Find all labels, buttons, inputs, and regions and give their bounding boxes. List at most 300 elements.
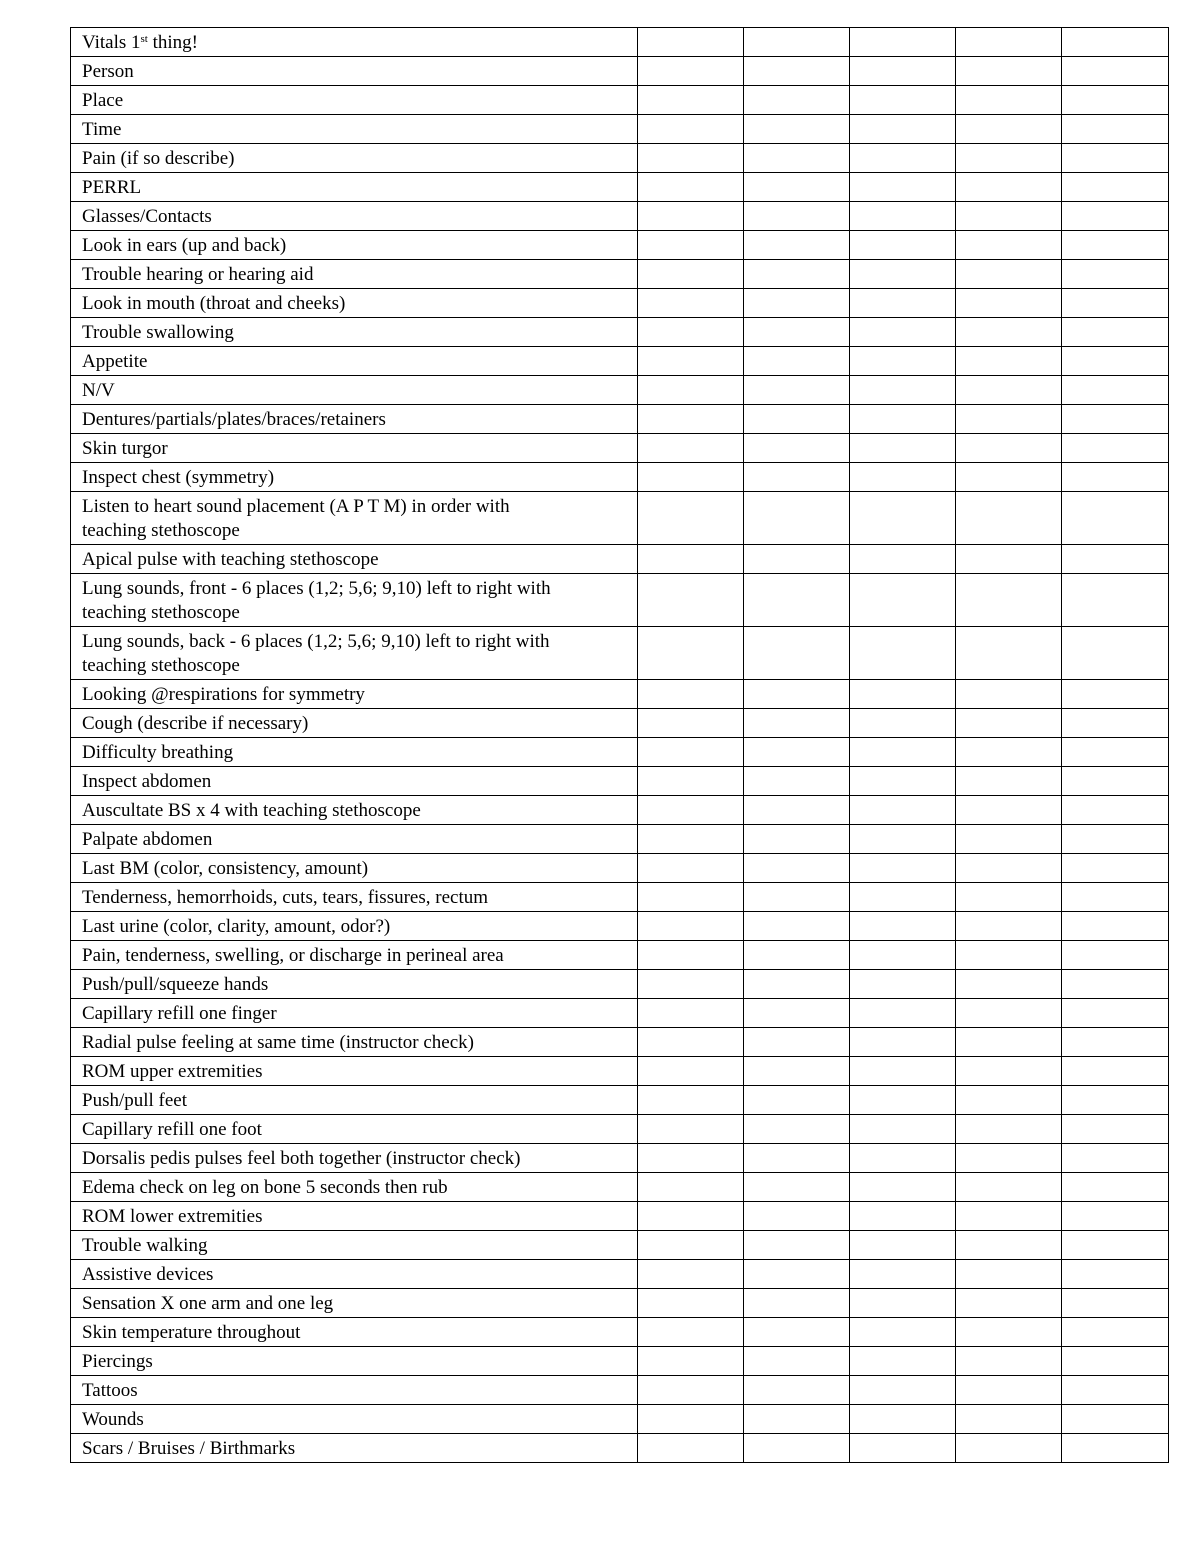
table-row: [71, 1202, 1169, 1231]
check-cell[interactable]: [1062, 545, 1169, 574]
row-label: Person: [71, 57, 638, 86]
check-cell[interactable]: [1062, 202, 1169, 231]
check-cell[interactable]: [1062, 574, 1169, 627]
check-cell[interactable]: [850, 347, 956, 376]
check-cell[interactable]: [1062, 1434, 1169, 1463]
check-cell[interactable]: [956, 1318, 1062, 1347]
check-cell[interactable]: [850, 825, 956, 854]
row-label: Trouble swallowing: [71, 318, 638, 347]
check-cell[interactable]: [1062, 1260, 1169, 1289]
check-cell[interactable]: [850, 289, 956, 318]
table-row: [71, 260, 1169, 289]
check-cell[interactable]: [744, 1202, 850, 1231]
check-cell[interactable]: [744, 28, 850, 57]
check-cell[interactable]: [850, 1115, 956, 1144]
check-cell[interactable]: [744, 883, 850, 912]
check-cell[interactable]: [1062, 1289, 1169, 1318]
check-cell[interactable]: [956, 738, 1062, 767]
check-cell[interactable]: [638, 202, 744, 231]
check-cell[interactable]: [638, 1405, 744, 1434]
check-cell[interactable]: [1062, 144, 1169, 173]
check-cell[interactable]: [638, 941, 744, 970]
check-cell[interactable]: [744, 231, 850, 260]
check-cell[interactable]: [1062, 1028, 1169, 1057]
check-cell[interactable]: [638, 57, 744, 86]
check-cell[interactable]: [850, 1347, 956, 1376]
check-cell[interactable]: [638, 545, 744, 574]
check-cell[interactable]: [850, 627, 956, 680]
table-row: [71, 1260, 1169, 1289]
check-cell[interactable]: [850, 999, 956, 1028]
check-cell[interactable]: [850, 883, 956, 912]
check-cell[interactable]: [744, 574, 850, 627]
row-label-line: teaching stethoscope: [82, 655, 240, 676]
vitals-ordinal-suffix: st: [140, 33, 148, 45]
check-cell[interactable]: [1062, 1086, 1169, 1115]
check-cell[interactable]: [956, 1405, 1062, 1434]
check-cell[interactable]: [744, 1144, 850, 1173]
check-cell[interactable]: [1062, 767, 1169, 796]
check-cell[interactable]: [850, 1318, 956, 1347]
check-cell[interactable]: [744, 347, 850, 376]
check-cell[interactable]: [1062, 347, 1169, 376]
row-label: Tenderness, hemorrhoids, cuts, tears, fissures, rectum: [71, 883, 638, 912]
check-cell[interactable]: [956, 260, 1062, 289]
table-row: [71, 57, 1169, 86]
row-label: Difficulty breathing: [71, 738, 638, 767]
check-cell[interactable]: [744, 970, 850, 999]
row-label: Time: [71, 115, 638, 144]
check-cell[interactable]: [744, 376, 850, 405]
check-cell[interactable]: [638, 854, 744, 883]
check-cell[interactable]: [956, 28, 1062, 57]
table-row: [71, 405, 1169, 434]
check-cell[interactable]: [1062, 680, 1169, 709]
check-cell[interactable]: [638, 796, 744, 825]
check-cell[interactable]: [850, 28, 956, 57]
check-cell[interactable]: [638, 912, 744, 941]
check-cell[interactable]: [638, 1434, 744, 1463]
check-cell[interactable]: [744, 289, 850, 318]
check-cell[interactable]: [850, 1028, 956, 1057]
table-row: [71, 1231, 1169, 1260]
row-label: Trouble hearing or hearing aid: [71, 260, 638, 289]
check-cell[interactable]: [956, 347, 1062, 376]
check-cell[interactable]: [638, 492, 744, 545]
table-row: [71, 115, 1169, 144]
check-cell[interactable]: [850, 545, 956, 574]
row-label: Push/pull feet: [71, 1086, 638, 1115]
check-cell[interactable]: [850, 144, 956, 173]
check-cell[interactable]: [850, 680, 956, 709]
check-cell[interactable]: [956, 1347, 1062, 1376]
check-cell[interactable]: [638, 173, 744, 202]
check-cell[interactable]: [850, 854, 956, 883]
check-cell[interactable]: [850, 1289, 956, 1318]
table-row: [71, 912, 1169, 941]
check-cell[interactable]: [850, 1405, 956, 1434]
check-cell[interactable]: [638, 999, 744, 1028]
check-cell[interactable]: [1062, 854, 1169, 883]
check-cell[interactable]: [1062, 883, 1169, 912]
check-cell[interactable]: [744, 709, 850, 738]
check-cell[interactable]: [638, 627, 744, 680]
check-cell[interactable]: [850, 57, 956, 86]
check-cell[interactable]: [850, 405, 956, 434]
check-cell[interactable]: [1062, 1144, 1169, 1173]
check-cell[interactable]: [956, 57, 1062, 86]
check-cell[interactable]: [1062, 492, 1169, 545]
check-cell[interactable]: [850, 318, 956, 347]
check-cell[interactable]: [956, 173, 1062, 202]
check-cell[interactable]: [744, 1405, 850, 1434]
check-cell[interactable]: [744, 1434, 850, 1463]
check-cell[interactable]: [850, 1144, 956, 1173]
check-cell[interactable]: [850, 1173, 956, 1202]
check-cell[interactable]: [956, 434, 1062, 463]
table-row: [71, 376, 1169, 405]
row-label: Dorsalis pedis pulses feel both together (instructor check): [71, 1144, 638, 1173]
check-cell[interactable]: [956, 854, 1062, 883]
table-row: [71, 1057, 1169, 1086]
check-cell[interactable]: [850, 574, 956, 627]
table-row: [71, 574, 1169, 627]
table-row: [71, 854, 1169, 883]
check-cell[interactable]: [956, 709, 1062, 738]
check-cell[interactable]: [956, 825, 1062, 854]
check-cell[interactable]: [1062, 1376, 1169, 1405]
check-cell[interactable]: [850, 1057, 956, 1086]
row-label: ROM lower extremities: [71, 1202, 638, 1231]
check-cell[interactable]: [956, 1434, 1062, 1463]
check-cell[interactable]: [850, 1260, 956, 1289]
check-cell[interactable]: [1062, 318, 1169, 347]
check-cell[interactable]: [744, 854, 850, 883]
check-cell[interactable]: [956, 1260, 1062, 1289]
row-label: Inspect chest (symmetry): [71, 463, 638, 492]
check-cell[interactable]: [850, 492, 956, 545]
check-cell[interactable]: [1062, 1115, 1169, 1144]
check-cell[interactable]: [638, 680, 744, 709]
check-cell[interactable]: [850, 796, 956, 825]
check-cell[interactable]: [744, 545, 850, 574]
check-cell[interactable]: [638, 463, 744, 492]
table-row: [71, 144, 1169, 173]
check-cell[interactable]: [1062, 405, 1169, 434]
check-cell[interactable]: [956, 463, 1062, 492]
check-cell[interactable]: [638, 1318, 744, 1347]
table-row: [71, 680, 1169, 709]
row-label: [71, 492, 638, 545]
table-row: [71, 202, 1169, 231]
check-cell[interactable]: [744, 767, 850, 796]
check-cell[interactable]: [850, 202, 956, 231]
check-cell[interactable]: [638, 1289, 744, 1318]
check-cell[interactable]: [850, 463, 956, 492]
check-cell[interactable]: [638, 1231, 744, 1260]
check-cell[interactable]: [638, 1202, 744, 1231]
check-cell[interactable]: [1062, 463, 1169, 492]
check-cell[interactable]: [956, 970, 1062, 999]
check-cell[interactable]: [638, 825, 744, 854]
check-cell[interactable]: [850, 434, 956, 463]
table-row: [71, 1115, 1169, 1144]
check-cell[interactable]: [638, 28, 744, 57]
row-label: Place: [71, 86, 638, 115]
row-label: [71, 627, 638, 680]
check-cell[interactable]: [956, 912, 1062, 941]
check-cell[interactable]: [956, 941, 1062, 970]
check-cell[interactable]: [1062, 1347, 1169, 1376]
check-cell[interactable]: [744, 1028, 850, 1057]
check-cell[interactable]: [956, 883, 1062, 912]
check-cell[interactable]: [744, 260, 850, 289]
table-row: [71, 709, 1169, 738]
check-cell[interactable]: [744, 318, 850, 347]
check-cell[interactable]: [1062, 738, 1169, 767]
check-cell[interactable]: [638, 970, 744, 999]
table-row: [71, 1405, 1169, 1434]
check-cell[interactable]: [744, 1289, 850, 1318]
table-row: [71, 825, 1169, 854]
check-cell[interactable]: [744, 941, 850, 970]
check-cell[interactable]: [850, 1434, 956, 1463]
table-row: [71, 796, 1169, 825]
check-cell[interactable]: [850, 1202, 956, 1231]
check-cell[interactable]: [744, 627, 850, 680]
assessment-checklist-table: [70, 27, 1169, 1463]
check-cell[interactable]: [744, 1260, 850, 1289]
check-cell[interactable]: [1062, 1318, 1169, 1347]
check-cell[interactable]: [956, 86, 1062, 115]
row-label: Scars / Bruises / Birthmarks: [71, 1434, 638, 1463]
row-label: Dentures/partials/plates/braces/retainers: [71, 405, 638, 434]
check-cell[interactable]: [744, 1376, 850, 1405]
row-label: Appetite: [71, 347, 638, 376]
check-cell[interactable]: [956, 1173, 1062, 1202]
row-label: Apical pulse with teaching stethoscope: [71, 545, 638, 574]
check-cell[interactable]: [1062, 28, 1169, 57]
check-cell[interactable]: [744, 738, 850, 767]
check-cell[interactable]: [638, 1347, 744, 1376]
check-cell[interactable]: [1062, 173, 1169, 202]
row-label: Pain, tenderness, swelling, or discharge in perineal area: [71, 941, 638, 970]
check-cell[interactable]: [744, 999, 850, 1028]
check-cell[interactable]: [850, 173, 956, 202]
check-cell[interactable]: [956, 1202, 1062, 1231]
table-row: [71, 1144, 1169, 1173]
check-cell[interactable]: [956, 1115, 1062, 1144]
check-cell[interactable]: [956, 574, 1062, 627]
check-cell[interactable]: [956, 202, 1062, 231]
check-cell[interactable]: [638, 1057, 744, 1086]
check-cell[interactable]: [744, 115, 850, 144]
row-label-line: Lung sounds, front - 6 places (1,2; 5,6; 9,10) left to right with: [82, 578, 551, 599]
check-cell[interactable]: [638, 1115, 744, 1144]
check-cell[interactable]: [744, 202, 850, 231]
row-label: Cough (describe if necessary): [71, 709, 638, 738]
check-cell[interactable]: [744, 912, 850, 941]
table-row: [71, 738, 1169, 767]
check-cell[interactable]: [744, 680, 850, 709]
check-cell[interactable]: [850, 376, 956, 405]
check-cell[interactable]: [956, 999, 1062, 1028]
check-cell[interactable]: [850, 941, 956, 970]
row-label-line: Lung sounds, back - 6 places (1,2; 5,6; 9,10) left to right with: [82, 631, 550, 652]
check-cell[interactable]: [744, 1086, 850, 1115]
check-cell[interactable]: [1062, 289, 1169, 318]
check-cell[interactable]: [850, 260, 956, 289]
check-cell[interactable]: [744, 796, 850, 825]
check-cell[interactable]: [744, 405, 850, 434]
check-cell[interactable]: [850, 912, 956, 941]
check-cell[interactable]: [638, 318, 744, 347]
check-cell[interactable]: [956, 1057, 1062, 1086]
check-cell[interactable]: [956, 1376, 1062, 1405]
row-label: Inspect abdomen: [71, 767, 638, 796]
check-cell[interactable]: [638, 1173, 744, 1202]
check-cell[interactable]: [850, 709, 956, 738]
row-label: [71, 28, 638, 57]
check-cell[interactable]: [956, 318, 1062, 347]
check-cell[interactable]: [638, 289, 744, 318]
check-cell[interactable]: [1062, 57, 1169, 86]
check-cell[interactable]: [744, 86, 850, 115]
check-cell[interactable]: [1062, 231, 1169, 260]
row-label: Skin turgor: [71, 434, 638, 463]
check-cell[interactable]: [956, 1289, 1062, 1318]
check-cell[interactable]: [1062, 825, 1169, 854]
check-cell[interactable]: [1062, 1405, 1169, 1434]
check-cell[interactable]: [850, 970, 956, 999]
check-cell[interactable]: [638, 405, 744, 434]
check-cell[interactable]: [744, 1318, 850, 1347]
check-cell[interactable]: [744, 434, 850, 463]
check-cell[interactable]: [744, 463, 850, 492]
check-cell[interactable]: [638, 231, 744, 260]
check-cell[interactable]: [956, 376, 1062, 405]
check-cell[interactable]: [850, 1086, 956, 1115]
table-row: [71, 999, 1169, 1028]
check-cell[interactable]: [1062, 434, 1169, 463]
check-cell[interactable]: [638, 883, 744, 912]
table-row: [71, 1173, 1169, 1202]
check-cell[interactable]: [1062, 627, 1169, 680]
check-cell[interactable]: [744, 1057, 850, 1086]
check-cell[interactable]: [744, 492, 850, 545]
check-cell[interactable]: [850, 767, 956, 796]
row-label: Piercings: [71, 1347, 638, 1376]
check-cell[interactable]: [638, 260, 744, 289]
check-cell[interactable]: [956, 680, 1062, 709]
check-cell[interactable]: [1062, 1202, 1169, 1231]
check-cell[interactable]: [956, 1086, 1062, 1115]
table-row: [71, 941, 1169, 970]
table-row: [71, 318, 1169, 347]
check-cell[interactable]: [850, 1376, 956, 1405]
check-cell[interactable]: [956, 627, 1062, 680]
check-cell[interactable]: [1062, 970, 1169, 999]
check-cell[interactable]: [638, 434, 744, 463]
table-row: [71, 1347, 1169, 1376]
check-cell[interactable]: [1062, 796, 1169, 825]
check-cell[interactable]: [956, 144, 1062, 173]
check-cell[interactable]: [956, 405, 1062, 434]
check-cell[interactable]: [1062, 115, 1169, 144]
row-label: Looking @respirations for symmetry: [71, 680, 638, 709]
check-cell[interactable]: [850, 115, 956, 144]
check-cell[interactable]: [1062, 912, 1169, 941]
check-cell[interactable]: [638, 144, 744, 173]
row-label: Last urine (color, clarity, amount, odor?): [71, 912, 638, 941]
check-cell[interactable]: [1062, 941, 1169, 970]
check-cell[interactable]: [638, 574, 744, 627]
check-cell[interactable]: [744, 57, 850, 86]
check-cell[interactable]: [638, 347, 744, 376]
check-cell[interactable]: [744, 1231, 850, 1260]
check-cell[interactable]: [1062, 1231, 1169, 1260]
check-cell[interactable]: [1062, 999, 1169, 1028]
check-cell[interactable]: [850, 1231, 956, 1260]
table-row: [71, 434, 1169, 463]
check-cell[interactable]: [638, 86, 744, 115]
row-label: Wounds: [71, 1405, 638, 1434]
check-cell[interactable]: [638, 1028, 744, 1057]
check-cell[interactable]: [638, 767, 744, 796]
check-cell[interactable]: [744, 1115, 850, 1144]
check-cell[interactable]: [1062, 86, 1169, 115]
check-cell[interactable]: [1062, 1057, 1169, 1086]
row-label: Sensation X one arm and one leg: [71, 1289, 638, 1318]
vitals-label: Vitals 1: [82, 32, 141, 53]
row-label: Tattoos: [71, 1376, 638, 1405]
check-cell[interactable]: [638, 1086, 744, 1115]
check-cell[interactable]: [638, 1260, 744, 1289]
check-cell[interactable]: [956, 231, 1062, 260]
check-cell[interactable]: [956, 1144, 1062, 1173]
check-cell[interactable]: [1062, 709, 1169, 738]
check-cell[interactable]: [1062, 1173, 1169, 1202]
check-cell[interactable]: [744, 173, 850, 202]
check-cell[interactable]: [638, 115, 744, 144]
table-row: [71, 289, 1169, 318]
check-cell[interactable]: [744, 1347, 850, 1376]
check-cell[interactable]: [638, 1376, 744, 1405]
row-label: Push/pull/squeeze hands: [71, 970, 638, 999]
check-cell[interactable]: [850, 738, 956, 767]
check-cell[interactable]: [956, 1028, 1062, 1057]
check-cell[interactable]: [956, 767, 1062, 796]
check-cell[interactable]: [956, 115, 1062, 144]
check-cell[interactable]: [638, 376, 744, 405]
check-cell[interactable]: [744, 825, 850, 854]
check-cell[interactable]: [744, 144, 850, 173]
check-cell[interactable]: [1062, 376, 1169, 405]
check-cell[interactable]: [850, 86, 956, 115]
check-cell[interactable]: [744, 1173, 850, 1202]
check-cell[interactable]: [638, 1144, 744, 1173]
check-cell[interactable]: [956, 796, 1062, 825]
check-cell[interactable]: [1062, 260, 1169, 289]
check-cell[interactable]: [956, 1231, 1062, 1260]
check-cell[interactable]: [850, 231, 956, 260]
check-cell[interactable]: [956, 545, 1062, 574]
table-row: [71, 970, 1169, 999]
check-cell[interactable]: [638, 709, 744, 738]
check-cell[interactable]: [956, 289, 1062, 318]
check-cell[interactable]: [956, 492, 1062, 545]
check-cell[interactable]: [638, 738, 744, 767]
